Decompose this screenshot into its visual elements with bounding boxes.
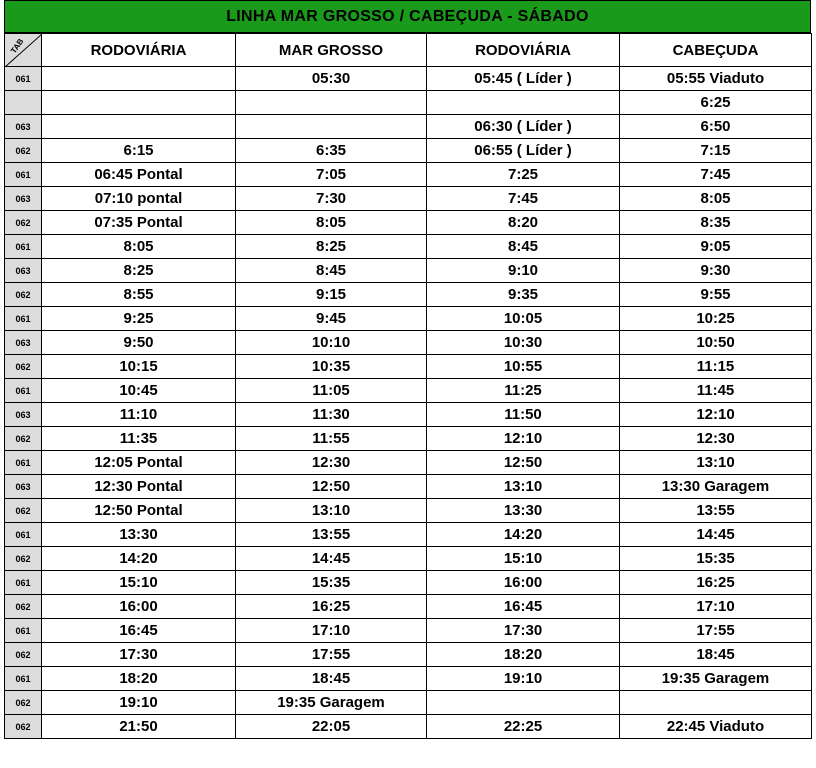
time-cell: 8:25 — [236, 235, 427, 259]
tab-header-label: TAB — [9, 37, 26, 56]
table-row — [5, 379, 812, 403]
time-cell: 22:25 — [427, 715, 620, 739]
tab-cell: 061 — [5, 235, 42, 259]
time-cell: 8:45 — [236, 259, 427, 283]
time-cell: 10:35 — [236, 355, 427, 379]
table-row — [5, 91, 812, 115]
time-cell: 17:30 — [427, 619, 620, 643]
time-cell: 17:10 — [620, 595, 812, 619]
table-row — [5, 235, 812, 259]
time-cell — [620, 691, 812, 715]
time-cell — [236, 91, 427, 115]
time-cell: 7:30 — [236, 187, 427, 211]
time-cell: 8:20 — [427, 211, 620, 235]
time-cell — [427, 691, 620, 715]
table-row — [5, 571, 812, 595]
tab-cell: 062 — [5, 643, 42, 667]
time-cell: 13:55 — [620, 499, 812, 523]
time-cell: 9:50 — [42, 331, 236, 355]
table-row — [5, 67, 812, 91]
time-cell: 8:05 — [42, 235, 236, 259]
time-cell — [42, 67, 236, 91]
tab-cell: 062 — [5, 355, 42, 379]
time-cell: 11:50 — [427, 403, 620, 427]
time-cell: 7:45 — [427, 187, 620, 211]
tab-cell: 061 — [5, 619, 42, 643]
table-row — [5, 139, 812, 163]
tab-cell: 063 — [5, 259, 42, 283]
table-row — [5, 451, 812, 475]
column-header-rodoviaria-2: RODOVIÁRIA — [427, 34, 620, 67]
table-row — [5, 427, 812, 451]
time-cell: 18:45 — [236, 667, 427, 691]
table-row — [5, 355, 812, 379]
tab-cell: 063 — [5, 331, 42, 355]
time-cell: 17:10 — [236, 619, 427, 643]
time-cell: 16:45 — [427, 595, 620, 619]
time-cell: 14:45 — [620, 523, 812, 547]
time-cell: 11:25 — [427, 379, 620, 403]
tab-cell: 062 — [5, 139, 42, 163]
time-cell: 12:50 Pontal — [42, 499, 236, 523]
tab-cell: 062 — [5, 211, 42, 235]
time-cell: 11:30 — [236, 403, 427, 427]
time-cell: 11:55 — [236, 427, 427, 451]
table-row — [5, 187, 812, 211]
time-cell: 05:45 ( Líder ) — [427, 67, 620, 91]
tab-cell: 063 — [5, 187, 42, 211]
time-cell: 11:35 — [42, 427, 236, 451]
tab-cell: 061 — [5, 667, 42, 691]
time-cell: 7:45 — [620, 163, 812, 187]
time-cell: 15:35 — [620, 547, 812, 571]
time-cell: 06:30 ( Líder ) — [427, 115, 620, 139]
time-cell: 17:55 — [236, 643, 427, 667]
time-cell: 16:00 — [427, 571, 620, 595]
tab-cell: 063 — [5, 115, 42, 139]
time-cell: 9:55 — [620, 283, 812, 307]
time-cell: 19:10 — [427, 667, 620, 691]
tab-cell: 062 — [5, 283, 42, 307]
time-cell: 6:35 — [236, 139, 427, 163]
time-cell: 06:55 ( Líder ) — [427, 139, 620, 163]
table-row — [5, 163, 812, 187]
column-header-mar-grosso: MAR GROSSO — [236, 34, 427, 67]
time-cell: 22:05 — [236, 715, 427, 739]
time-cell: 10:50 — [620, 331, 812, 355]
time-cell: 13:10 — [620, 451, 812, 475]
tab-cell: 062 — [5, 595, 42, 619]
time-cell: 6:15 — [42, 139, 236, 163]
tab-cell: 062 — [5, 691, 42, 715]
time-cell: 12:50 — [236, 475, 427, 499]
time-cell: 7:05 — [236, 163, 427, 187]
time-cell: 10:30 — [427, 331, 620, 355]
time-cell: 6:25 — [620, 91, 812, 115]
table-row — [5, 211, 812, 235]
table-row — [5, 259, 812, 283]
table-row — [5, 715, 812, 739]
time-cell: 15:10 — [427, 547, 620, 571]
table-row — [5, 643, 812, 667]
table-row — [5, 619, 812, 643]
table-row — [5, 547, 812, 571]
time-cell: 07:10 pontal — [42, 187, 236, 211]
time-cell: 19:35 Garagem — [236, 691, 427, 715]
time-cell: 10:45 — [42, 379, 236, 403]
time-cell: 12:30 — [236, 451, 427, 475]
time-cell: 19:10 — [42, 691, 236, 715]
time-cell: 13:10 — [236, 499, 427, 523]
time-cell: 06:45 Pontal — [42, 163, 236, 187]
tab-cell: 062 — [5, 499, 42, 523]
time-cell: 12:30 — [620, 427, 812, 451]
time-cell: 14:20 — [427, 523, 620, 547]
time-cell: 11:45 — [620, 379, 812, 403]
time-cell: 8:05 — [620, 187, 812, 211]
time-cell: 14:20 — [42, 547, 236, 571]
time-cell: 13:55 — [236, 523, 427, 547]
table-row — [5, 691, 812, 715]
time-cell: 10:15 — [42, 355, 236, 379]
time-cell: 9:45 — [236, 307, 427, 331]
time-cell: 9:15 — [236, 283, 427, 307]
schedule-sheet — [4, 0, 811, 739]
time-cell: 15:10 — [42, 571, 236, 595]
time-cell: 8:35 — [620, 211, 812, 235]
time-cell: 12:10 — [427, 427, 620, 451]
time-cell: 7:25 — [427, 163, 620, 187]
time-cell: 16:25 — [236, 595, 427, 619]
time-cell: 16:45 — [42, 619, 236, 643]
time-cell: 07:35 Pontal — [42, 211, 236, 235]
table-row — [5, 115, 812, 139]
time-cell — [427, 91, 620, 115]
time-cell: 12:10 — [620, 403, 812, 427]
tab-cell: 061 — [5, 523, 42, 547]
time-cell: 9:35 — [427, 283, 620, 307]
time-cell: 13:30 — [427, 499, 620, 523]
table-row — [5, 595, 812, 619]
tab-cell: 063 — [5, 475, 42, 499]
time-cell: 10:25 — [620, 307, 812, 331]
tab-cell: 062 — [5, 547, 42, 571]
tab-cell: 061 — [5, 67, 42, 91]
table-row — [5, 307, 812, 331]
page-title: LINHA MAR GROSSO / CABEÇUDA - SÁBADO — [4, 0, 811, 33]
time-cell: 10:05 — [427, 307, 620, 331]
time-cell: 11:10 — [42, 403, 236, 427]
table-row — [5, 523, 812, 547]
tab-cell: 062 — [5, 715, 42, 739]
time-cell: 9:30 — [620, 259, 812, 283]
time-cell: 13:30 — [42, 523, 236, 547]
table-row — [5, 283, 812, 307]
time-cell: 21:50 — [42, 715, 236, 739]
time-cell: 12:30 Pontal — [42, 475, 236, 499]
time-cell: 05:30 — [236, 67, 427, 91]
time-cell: 10:55 — [427, 355, 620, 379]
tab-cell: 061 — [5, 163, 42, 187]
time-cell: 17:30 — [42, 643, 236, 667]
table-row — [5, 475, 812, 499]
time-cell: 11:05 — [236, 379, 427, 403]
time-cell: 8:05 — [236, 211, 427, 235]
time-cell: 9:05 — [620, 235, 812, 259]
column-header-rodoviaria-1: RODOVIÁRIA — [42, 34, 236, 67]
time-cell: 10:10 — [236, 331, 427, 355]
time-cell: 8:25 — [42, 259, 236, 283]
tab-header-cell — [5, 34, 42, 67]
time-cell: 16:25 — [620, 571, 812, 595]
schedule-table — [4, 33, 812, 739]
tab-cell: 061 — [5, 451, 42, 475]
time-cell: 17:55 — [620, 619, 812, 643]
header-row — [5, 34, 812, 67]
time-cell: 11:15 — [620, 355, 812, 379]
time-cell: 13:30 Garagem — [620, 475, 812, 499]
time-cell: 18:20 — [427, 643, 620, 667]
tab-cell: 063 — [5, 403, 42, 427]
table-row — [5, 499, 812, 523]
column-header-cabecuda: CABEÇUDA — [620, 34, 812, 67]
time-cell: 18:45 — [620, 643, 812, 667]
tab-cell: 061 — [5, 379, 42, 403]
time-cell: 8:55 — [42, 283, 236, 307]
time-cell: 19:35 Garagem — [620, 667, 812, 691]
time-cell: 9:25 — [42, 307, 236, 331]
time-cell: 22:45 Viaduto — [620, 715, 812, 739]
time-cell: 9:10 — [427, 259, 620, 283]
table-row — [5, 403, 812, 427]
time-cell: 14:45 — [236, 547, 427, 571]
time-cell: 15:35 — [236, 571, 427, 595]
table-row — [5, 331, 812, 355]
time-cell — [236, 115, 427, 139]
table-row — [5, 667, 812, 691]
time-cell: 8:45 — [427, 235, 620, 259]
tab-cell: 061 — [5, 307, 42, 331]
time-cell: 6:50 — [620, 115, 812, 139]
tab-cell: 062 — [5, 427, 42, 451]
time-cell: 7:15 — [620, 139, 812, 163]
time-cell — [42, 115, 236, 139]
tab-cell — [5, 91, 42, 115]
tab-cell: 061 — [5, 571, 42, 595]
time-cell — [42, 91, 236, 115]
time-cell: 05:55 Viaduto — [620, 67, 812, 91]
time-cell: 13:10 — [427, 475, 620, 499]
time-cell: 16:00 — [42, 595, 236, 619]
time-cell: 12:05 Pontal — [42, 451, 236, 475]
time-cell: 18:20 — [42, 667, 236, 691]
time-cell: 12:50 — [427, 451, 620, 475]
